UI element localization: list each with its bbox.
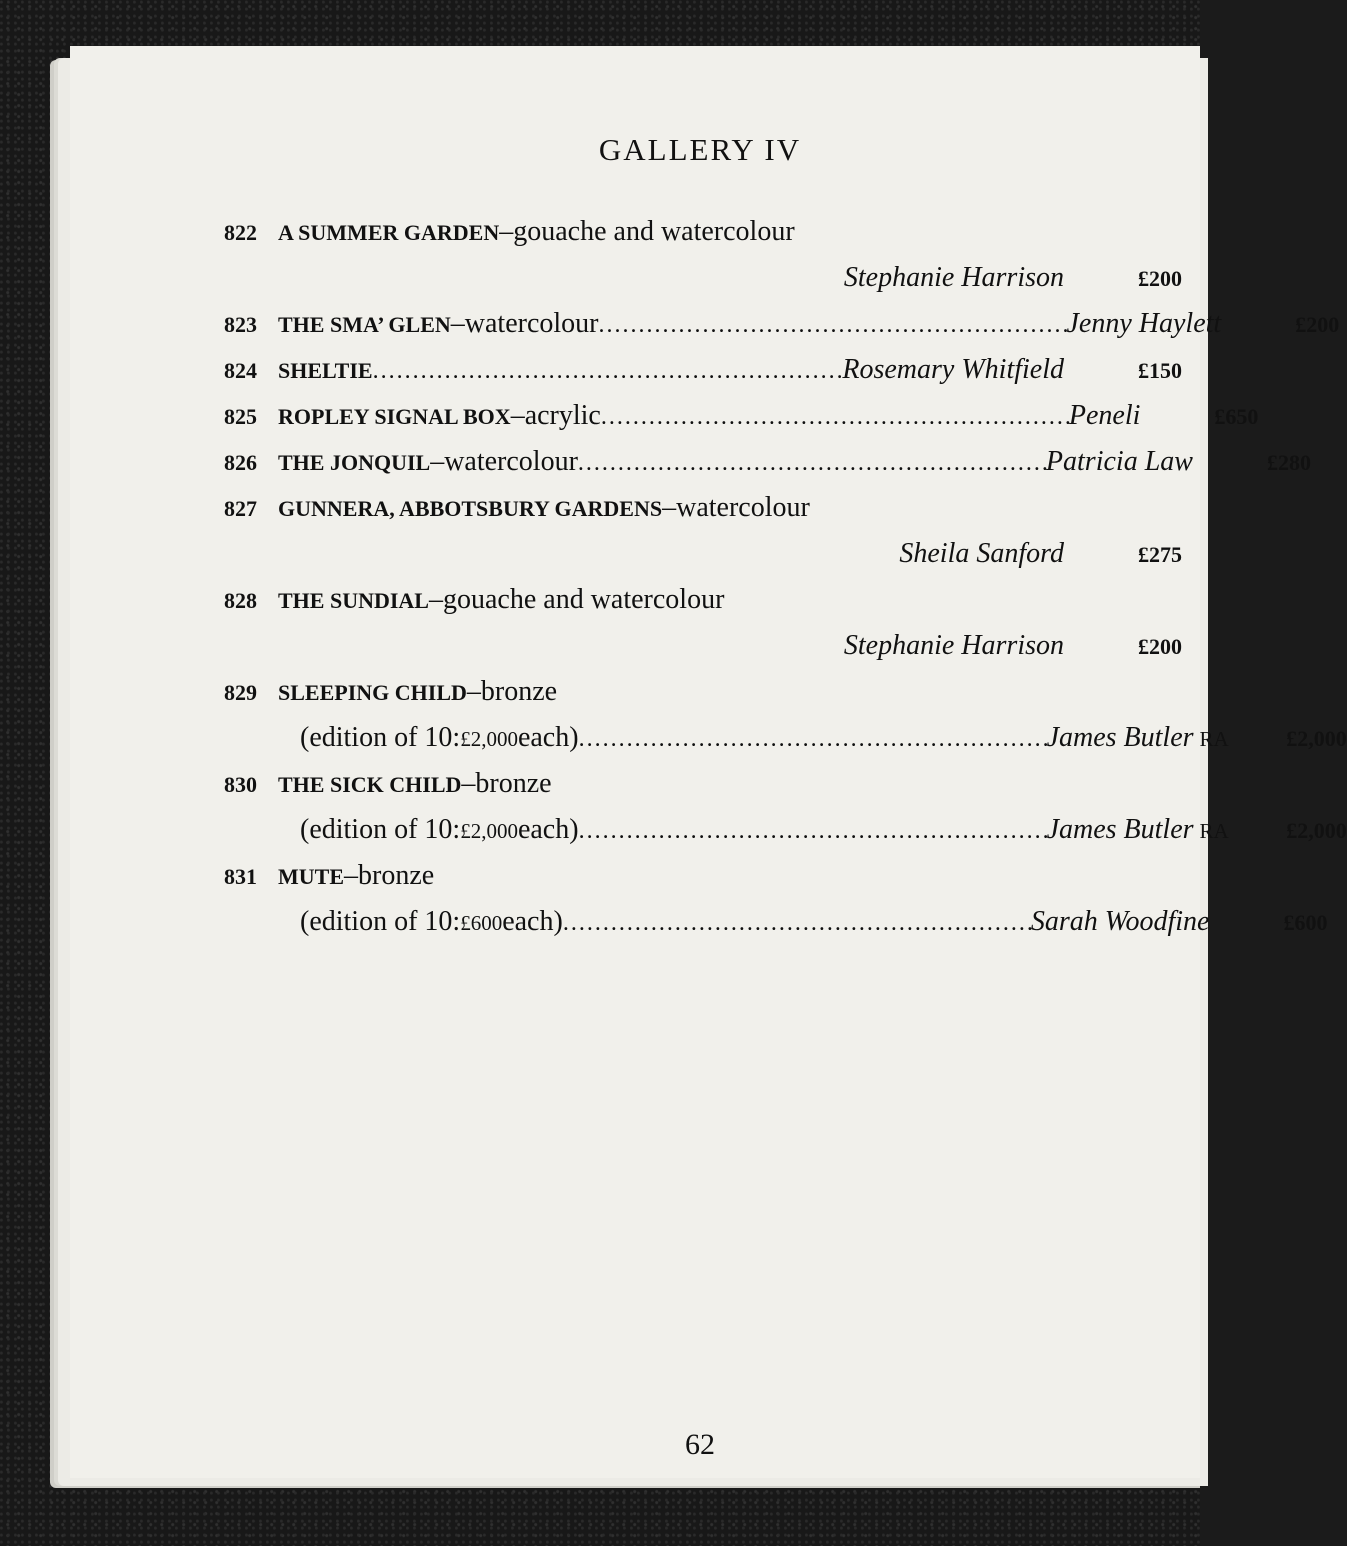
artist-suffix: RA bbox=[1199, 727, 1229, 751]
entry-title: SHELTIE bbox=[278, 358, 373, 383]
dot-leader bbox=[579, 726, 1047, 753]
entry-number: 829 bbox=[224, 680, 257, 705]
entry-822-artist-line bbox=[224, 262, 1182, 302]
entry-824-line bbox=[224, 354, 1182, 394]
entry-medium: watercolour bbox=[444, 446, 578, 477]
entry-number: 827 bbox=[224, 496, 257, 521]
edition-price: £2,000 bbox=[460, 727, 518, 751]
entry-price: £280 bbox=[1266, 450, 1311, 475]
dot-leader bbox=[598, 312, 1066, 339]
entry-830-edition-line bbox=[224, 814, 1347, 854]
entry-artist: Peneli bbox=[1068, 400, 1141, 431]
dash: – bbox=[344, 860, 358, 891]
entry-title: THE JONQUIL bbox=[278, 450, 431, 475]
entry-number: 828 bbox=[224, 588, 257, 613]
entry-medium: watercolour bbox=[676, 492, 810, 523]
entry-title: A SUMMER GARDEN bbox=[278, 220, 500, 245]
entry-artist: Stephanie Harrison bbox=[843, 262, 1064, 293]
entry-830-title-line bbox=[224, 768, 1182, 808]
entry-artist: Patricia Law bbox=[1045, 446, 1193, 477]
entry-price: £200 bbox=[1295, 312, 1340, 337]
entry-number: 826 bbox=[224, 450, 257, 475]
edition-prefix: (edition of 10: bbox=[300, 814, 461, 845]
entry-artist: Jenny Haylett bbox=[1066, 308, 1222, 339]
entry-artist: Stephanie Harrison bbox=[843, 630, 1064, 661]
entry-title: MUTE bbox=[278, 864, 344, 889]
dot-leader bbox=[563, 910, 1031, 937]
entry-number: 822 bbox=[224, 220, 257, 245]
entry-831-edition-line bbox=[224, 906, 1328, 946]
dot-leader bbox=[579, 818, 1047, 845]
entry-price: £2,000 bbox=[1286, 818, 1347, 843]
entry-medium: gouache and watercolour bbox=[442, 584, 725, 615]
entry-price: £2,000 bbox=[1286, 726, 1347, 751]
entry-title: THE SUNDIAL bbox=[278, 588, 429, 613]
entry-medium: watercolour bbox=[464, 308, 599, 339]
entry-artist: Sheila Sanford bbox=[899, 538, 1064, 569]
entry-medium: bronze bbox=[480, 676, 558, 707]
entry-number: 831 bbox=[224, 864, 257, 889]
entry-medium: bronze bbox=[358, 860, 435, 891]
entry-822-title-line bbox=[224, 216, 1182, 256]
entry-price: £150 bbox=[1138, 358, 1182, 383]
entry-825-line bbox=[224, 400, 1259, 440]
entry-title: THE SMA’ GLEN bbox=[278, 312, 451, 337]
entry-number: 825 bbox=[224, 404, 257, 429]
entry-medium: bronze bbox=[475, 768, 552, 799]
entry-price: £275 bbox=[1138, 542, 1182, 567]
dash: – bbox=[499, 216, 514, 247]
entry-medium: gouache and watercolour bbox=[513, 216, 795, 247]
entry-price: £200 bbox=[1138, 634, 1182, 659]
dot-leader bbox=[373, 358, 843, 385]
dash: – bbox=[461, 768, 476, 799]
dash: – bbox=[430, 446, 445, 477]
entry-827-artist-line bbox=[224, 538, 1182, 578]
artist-suffix: RA bbox=[1199, 819, 1229, 843]
dot-leader bbox=[578, 450, 1046, 477]
entry-831-title-line bbox=[224, 860, 1182, 900]
edition-suffix: each) bbox=[517, 722, 579, 753]
entry-title: THE SICK CHILD bbox=[278, 772, 462, 797]
edition-price: £2,000 bbox=[460, 819, 518, 843]
entry-medium: acrylic bbox=[524, 400, 601, 431]
entry-828-title-line bbox=[224, 584, 1182, 624]
entry-number: 830 bbox=[224, 772, 257, 797]
dash: – bbox=[510, 400, 525, 431]
entry-price: £600 bbox=[1283, 910, 1328, 935]
entry-artist: James Butler bbox=[1046, 814, 1194, 845]
dash: – bbox=[466, 676, 481, 707]
edition-suffix: each) bbox=[502, 906, 563, 937]
entry-827-title-line bbox=[224, 492, 1182, 532]
entry-828-artist-line bbox=[224, 630, 1182, 670]
entry-artist: James Butler bbox=[1046, 722, 1194, 753]
entry-artist: Sarah Woodfine bbox=[1030, 906, 1210, 937]
entry-title: SLEEPING CHILD bbox=[278, 680, 467, 705]
dash: – bbox=[428, 584, 443, 615]
dash: – bbox=[450, 308, 465, 339]
dash: – bbox=[662, 492, 677, 523]
entry-artist: Rosemary Whitfield bbox=[842, 354, 1064, 385]
entry-826-line bbox=[224, 446, 1311, 486]
edition-prefix: (edition of 10: bbox=[300, 906, 461, 937]
edition-prefix: (edition of 10: bbox=[300, 722, 461, 753]
entry-title: ROPLEY SIGNAL BOX bbox=[278, 404, 511, 429]
entry-title: GUNNERA, ABBOTSBURY GARDENS bbox=[278, 496, 663, 521]
entry-price: £200 bbox=[1138, 266, 1182, 291]
dot-leader bbox=[601, 404, 1069, 431]
entry-price: £650 bbox=[1214, 404, 1259, 429]
entry-823-line bbox=[224, 308, 1340, 348]
page-number: 62 bbox=[685, 1428, 715, 1461]
entry-829-title-line bbox=[224, 676, 1182, 716]
entry-number: 824 bbox=[224, 358, 257, 383]
edition-price: £600 bbox=[460, 911, 503, 935]
entry-number: 823 bbox=[224, 312, 257, 337]
gallery-heading-text: GALLERY IV bbox=[598, 132, 802, 167]
edition-suffix: each) bbox=[517, 814, 579, 845]
entry-829-edition-line bbox=[224, 722, 1347, 762]
